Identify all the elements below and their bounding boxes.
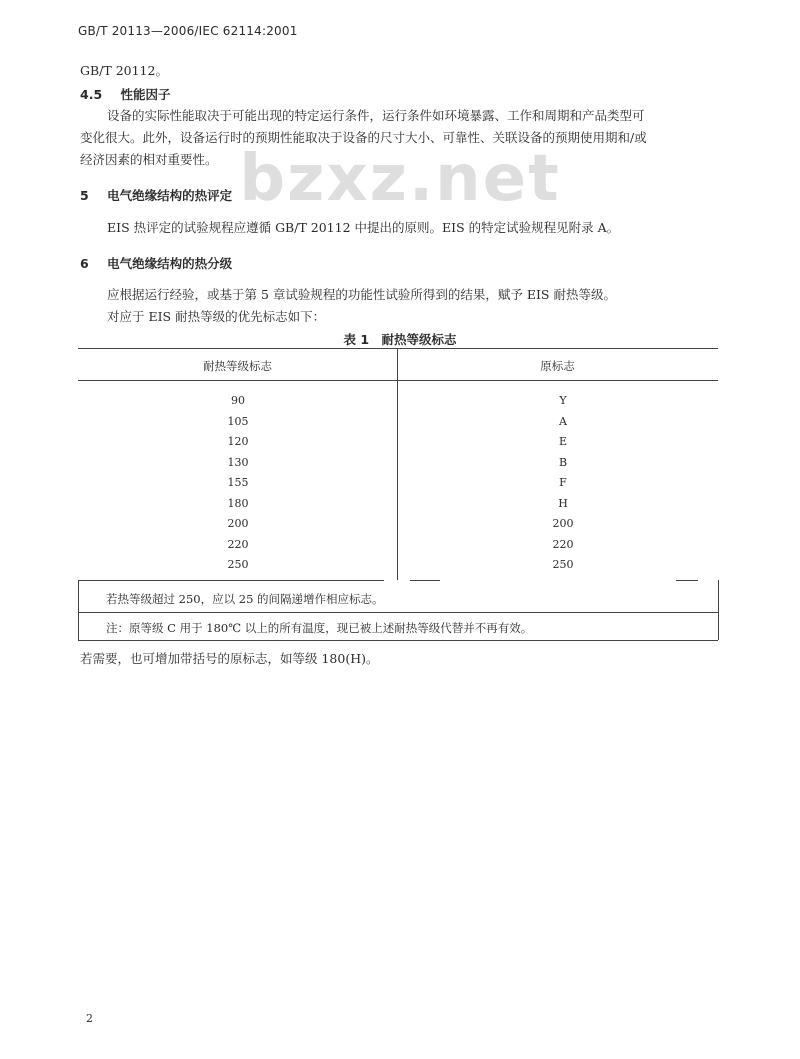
watermark: bzxz.net	[239, 142, 561, 216]
section-number: 6	[80, 256, 89, 271]
section-title: 性能因子	[120, 87, 171, 102]
table-header-heat-class: 耐热等级标志	[203, 359, 272, 373]
notes-bottom-rule	[78, 640, 718, 641]
table-note-1: 若热等级超过 250，应以 25 的间隔递增作相应标志。	[106, 592, 384, 606]
para-4-5-line-3: 经济因素的相对重要性。	[80, 152, 218, 167]
para-4-5-line-1: 设备的实际性能取决于可能出现的特定运行条件，运行条件如环境暴露、工作和周期和产品类型可	[107, 108, 645, 123]
table-cell-original-mark: A	[559, 415, 567, 428]
table-bottom-rule-mid	[410, 580, 440, 581]
table-cell-original-mark: Y	[559, 394, 567, 407]
table-cell-heat-class: 130	[227, 456, 249, 469]
table-note-2: 注：原等级 C 用于 180℃ 以上的所有温度，现已被上述耐热等级代替并不再有效。	[106, 621, 533, 635]
table-column-divider	[397, 348, 398, 580]
table-cell-original-mark: E	[558, 435, 568, 448]
notes-divider	[78, 612, 718, 613]
table-cell-heat-class: 105	[227, 415, 249, 428]
section-number: 4.5	[80, 87, 103, 102]
section-4-5-heading	[80, 85, 171, 103]
section-number: 5	[80, 188, 89, 203]
table-bottom-rule-right	[676, 580, 698, 581]
table-cell-heat-class: 220	[227, 538, 249, 551]
table-cell-original-mark: H	[558, 497, 568, 510]
notes-box-left-border	[78, 580, 79, 640]
table-cell-heat-class: 200	[227, 517, 249, 530]
table-top-rule	[78, 348, 718, 349]
para-6-line-2: 对应于 EIS 耐热等级的优先标志如下：	[107, 309, 326, 324]
para-4-5-line-2: 变化很大。此外，设备运行时的预期性能取决于设备的尺寸大小、可靠性、关联设备的预期使用期和/或	[80, 130, 647, 145]
body-line-ref: GB/T 20112。	[80, 63, 168, 78]
section-title: 电气绝缘结构的热分级	[107, 256, 233, 271]
page-number: 2	[86, 1012, 93, 1025]
after-table-text: 若需要，也可增加带括号的原标志，如等级 180(H)。	[80, 651, 379, 666]
table-header-original-mark: 原标志	[540, 359, 575, 373]
table-header-rule	[78, 380, 718, 381]
table-title: 表 1 耐热等级标志	[343, 332, 457, 347]
notes-box-right-border	[718, 580, 719, 640]
table-cell-original-mark: 250	[552, 558, 574, 571]
standard-code-header: GB/T 20113—2006/IEC 62114:2001	[78, 24, 298, 38]
table-cell-heat-class: 120	[227, 435, 249, 448]
para-6-line-1: 应根据运行经验，或基于第 5 章试验规程的功能性试验所得到的结果，赋予 EIS 耐热等级。	[107, 287, 616, 302]
table-cell-original-mark: B	[558, 456, 568, 469]
para-5: EIS 热评定的试验规程应遵循 GB/T 20112 中提出的原则。EIS 的特定试验规程见附录 A。	[107, 220, 620, 235]
table-bottom-rule-left	[78, 580, 384, 581]
table-cell-original-mark: 200	[552, 517, 574, 530]
table-cell-original-mark: 220	[552, 538, 574, 551]
table-cell-heat-class: 90	[231, 394, 245, 407]
section-6-heading	[80, 254, 232, 272]
table-cell-original-mark: F	[559, 476, 567, 489]
table-cell-heat-class: 180	[227, 497, 249, 510]
section-title: 电气绝缘结构的热评定	[107, 188, 233, 203]
table-cell-heat-class: 155	[227, 476, 249, 489]
table-cell-heat-class: 250	[227, 558, 249, 571]
section-5-heading	[80, 186, 232, 204]
